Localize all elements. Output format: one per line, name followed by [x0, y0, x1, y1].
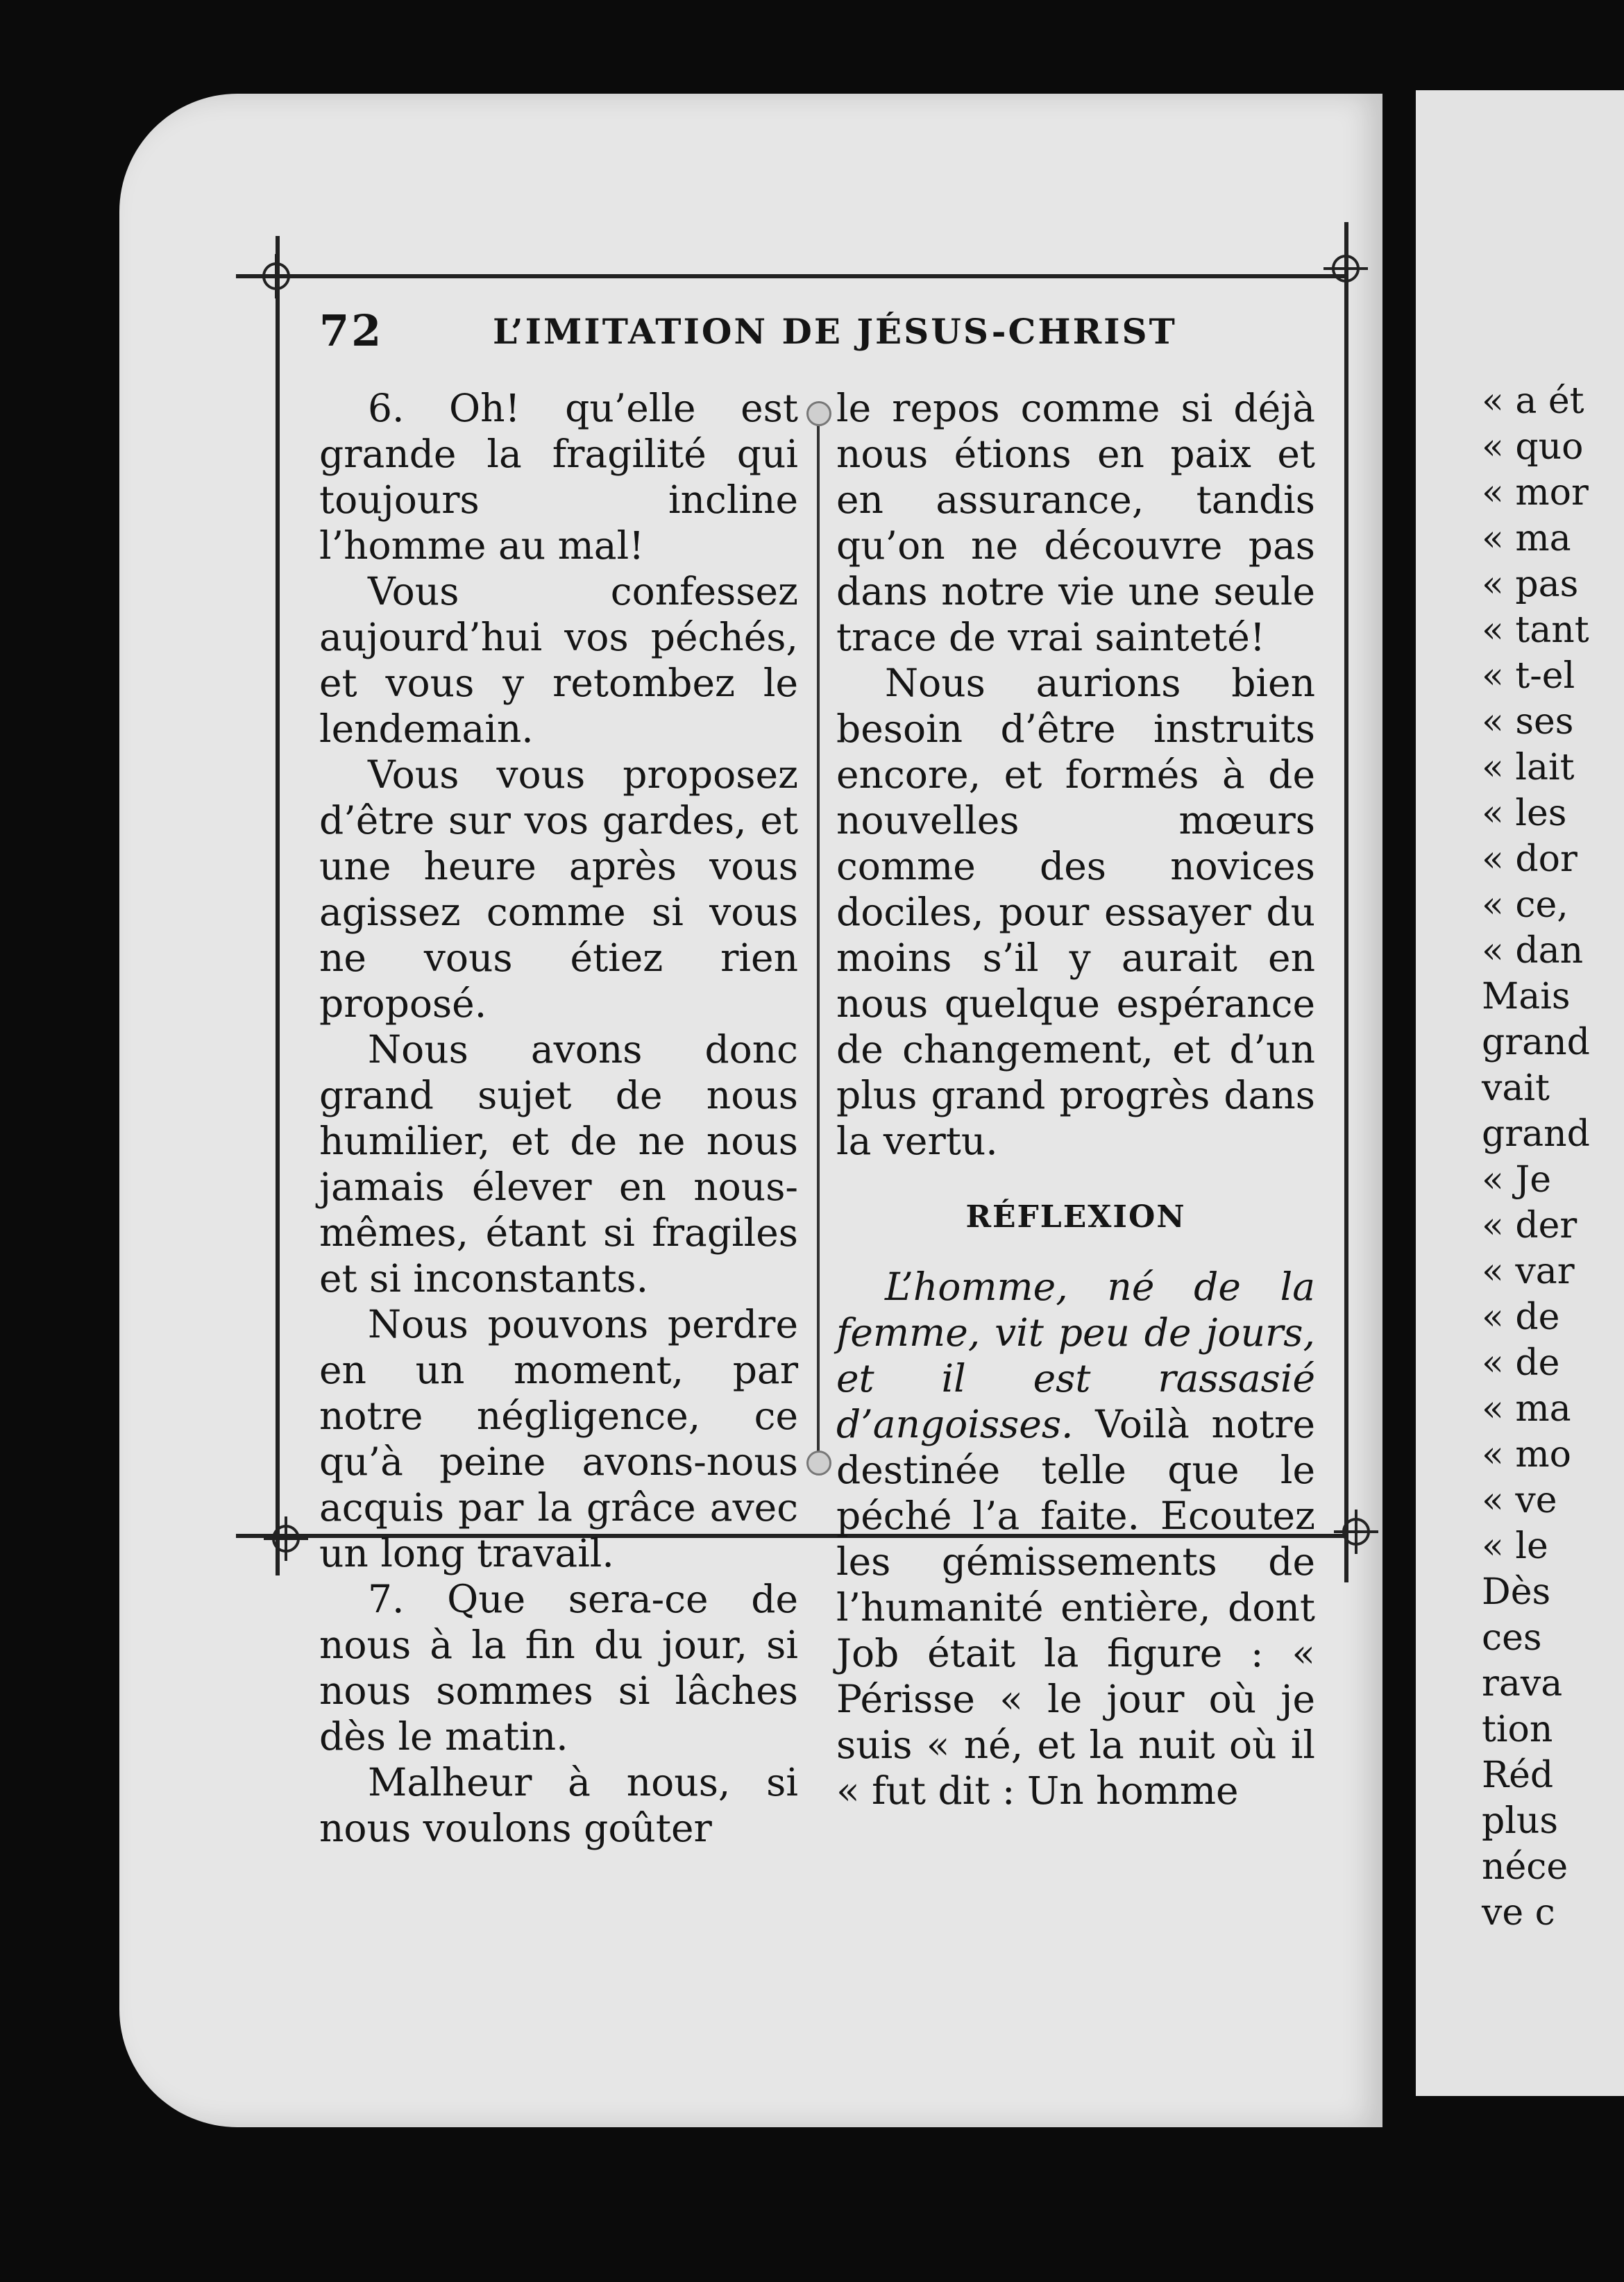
facing-page-line: « pas	[1482, 564, 1579, 605]
facing-page-line: « quo	[1482, 426, 1584, 468]
running-title: L’IMITATION DE JÉSUS-CHRIST	[493, 311, 1177, 352]
reflexion-italic: L’homme, né de la femme, vit peu de jours, et il est rassasié d’angoisses.	[836, 1265, 1315, 1446]
facing-page-line: « Je	[1482, 1159, 1551, 1201]
facing-page-line: rava	[1482, 1663, 1563, 1705]
facing-page-line: vait	[1482, 1067, 1550, 1109]
facing-page-line: « mor	[1482, 472, 1589, 514]
reflexion-paragraph	[836, 1264, 1315, 1814]
corner-ornament-icon	[254, 254, 298, 298]
corner-ornament-icon	[1334, 1510, 1378, 1554]
facing-page-line: « tant	[1482, 609, 1589, 651]
facing-page-line: Dès	[1482, 1571, 1551, 1613]
facing-page-line: « dor	[1482, 838, 1578, 880]
facing-page-line: « ce,	[1482, 884, 1568, 926]
facing-page-line: ve c	[1482, 1892, 1555, 1934]
facing-page-line: tion	[1482, 1709, 1553, 1750]
facing-page-line: grand	[1482, 1022, 1590, 1063]
corner-ornament-icon	[264, 1516, 308, 1561]
divider-ornament-icon	[806, 401, 831, 426]
facing-page-line: « ma	[1482, 518, 1571, 559]
facing-page-line: « de	[1482, 1342, 1560, 1384]
frame-top-rule	[236, 274, 1346, 278]
facing-page-line: plus	[1482, 1800, 1559, 1842]
facing-page-line: « t-el	[1482, 655, 1575, 697]
paragraph: Malheur à nous, si nous voulons goûter	[319, 1760, 798, 1850]
text-column-left	[319, 385, 798, 1850]
paragraph: 7. Que sera-ce de nous à la fin du jour, si nous sommes si lâches dès le matin.	[319, 1577, 798, 1759]
facing-page-line: « ma	[1482, 1388, 1571, 1430]
facing-page-line: « de	[1482, 1296, 1560, 1338]
page-number: 72	[319, 305, 384, 356]
paragraph: Nous pouvons perdre en un moment, par notre négligence, ce qu’à peine avons-nous acquis par la grâce avec un long travail.	[319, 1302, 798, 1575]
section-heading: RÉFLEXION	[965, 1199, 1186, 1235]
divider-ornament-icon	[806, 1451, 831, 1476]
facing-page-line: « der	[1482, 1205, 1578, 1246]
facing-page-line: « dan	[1482, 930, 1584, 972]
facing-page-line: « les	[1482, 793, 1567, 834]
facing-page-line: « ve	[1482, 1480, 1557, 1521]
facing-page-line: « ses	[1482, 701, 1574, 743]
reflexion-text: Voilà notre destinée telle que le péché l’a faite. Ecoutez les gémissements de l’humanité entière, dont Job était la figure : « Périsse « le jour où je suis « né, et la nuit où il « fut dit : Un homme	[836, 1402, 1315, 1813]
paragraph: Nous avons donc grand sujet de nous humilier, et de ne nous jamais élever en nous-mêmes, étant si fragiles et si inconstants.	[319, 1027, 798, 1301]
text-column-right	[836, 385, 1315, 1813]
facing-page-line: Mais	[1482, 976, 1571, 1017]
corner-ornament-icon	[1323, 246, 1368, 291]
frame-right-rule	[1344, 222, 1348, 1582]
facing-page-line: « mo	[1482, 1434, 1571, 1476]
paragraph: Nous aurions bien besoin d’être instruits encore, et formés à de nouvelles mœurs comme des novices dociles, pour essayer du moins s’il y aurait en nous quelque espérance de changement, et d’un plus grand progrès dans la vertu.	[836, 661, 1315, 1163]
column-divider	[817, 414, 820, 1459]
facing-page-line: « var	[1482, 1251, 1575, 1292]
facing-page-line: « lait	[1482, 747, 1575, 788]
facing-page-line: ces	[1482, 1617, 1542, 1659]
page-header	[319, 305, 1305, 361]
paragraph: Vous vous proposez d’être sur vos gardes, et une heure après vous agissez comme si vous ne vous étiez rien proposé.	[319, 752, 798, 1026]
frame-left-rule	[276, 236, 280, 1575]
facing-page-line: néce	[1482, 1846, 1568, 1888]
facing-page-line: Réd	[1482, 1755, 1554, 1796]
paragraph: 6. Oh! qu’elle est grande la fragilité qui toujours incline l’homme au mal!	[319, 386, 798, 568]
paragraph: le repos comme si déjà nous étions en paix et en assurance, tandis qu’on ne découvre pas dans notre vie une seule trace de vrai sainteté!	[836, 386, 1315, 659]
paragraph: Vous confessez aujourd’hui vos péchés, et vous y retombez le lendemain.	[319, 569, 798, 751]
facing-page-line: « le	[1482, 1525, 1548, 1567]
facing-page-fragment	[1482, 378, 1614, 1934]
facing-page-line: grand	[1482, 1113, 1590, 1155]
facing-page-line: « a ét	[1482, 380, 1584, 422]
